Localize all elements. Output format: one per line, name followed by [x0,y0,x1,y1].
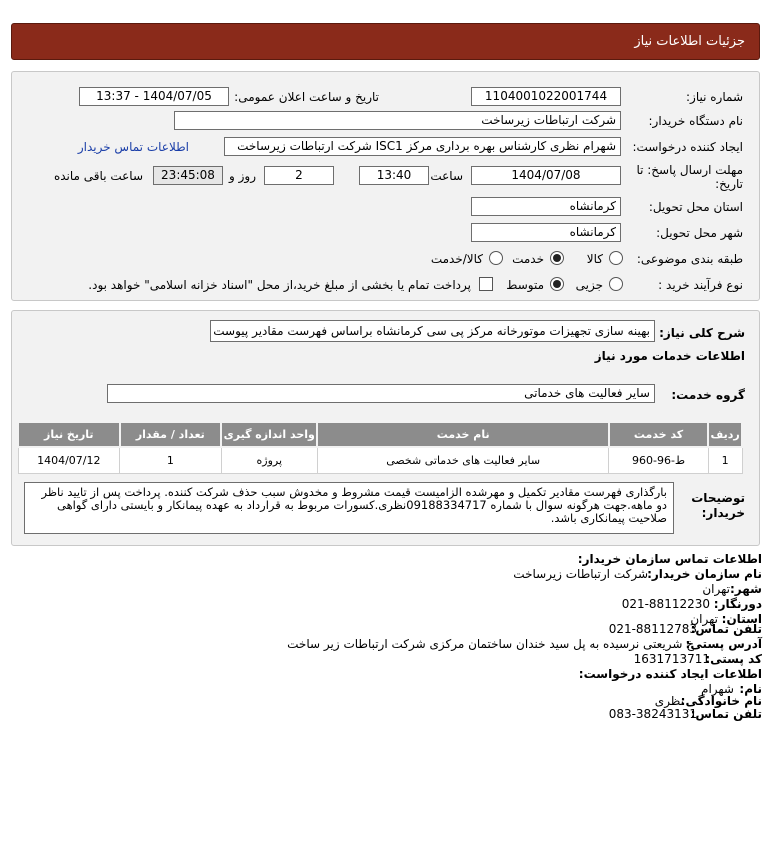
page-header [11,23,760,60]
time-label: ساعت [430,169,463,183]
province-label: استان محل تحویل: [648,200,743,214]
creator-family: نظری [654,694,684,708]
col-service-name: نام خدمت [317,422,608,447]
group-label: گروه خدمت: [671,388,745,402]
col-quantity: تعداد / مقدار [120,422,222,447]
days-field: 2 [264,166,334,185]
contact-postal-label: کد پستی: [705,652,762,666]
col-unit: واحد اندازه گیری [221,422,317,447]
table-header-row [18,422,742,447]
process-radio-minor[interactable] [609,277,623,291]
process-label: نوع فرآیند خرید : [658,278,743,292]
cell-unit: پروژه [221,447,317,473]
col-need-date: تاریخ نیاز [18,422,120,447]
group-field: سایر فعالیت های خدماتی [107,384,655,403]
province-field: کرمانشاه [471,197,621,216]
city-field: کرمانشاه [471,223,621,242]
category-radio-service[interactable] [550,251,564,265]
services-title: اطلاعات خدمات مورد نیاز [594,349,745,363]
contact-city-label: شهر: [730,582,762,596]
contact-fax: 021-88112230 [621,597,710,611]
contact-address-label: آدرس پستی: [685,637,762,651]
deadline-label: مهلت ارسال پاسخ: تا تاریخ: [636,163,743,191]
col-service-code: کد خدمت [609,422,708,447]
treasury-payment-checkbox[interactable] [479,277,493,291]
buyer-org-field: شرکت ارتباطات زیرساخت [174,111,621,130]
remaining-label: ساعت باقی مانده [53,169,143,183]
page-title: جزئیات اطلاعات نیاز [634,34,745,49]
creator-family-label: نام خانوادگی: [680,694,762,708]
contact-city: تهران [702,582,730,596]
cell-need-date: 1404/07/12 [18,447,120,473]
city-label: شهر محل تحویل: [656,226,743,240]
details-panel [11,71,760,301]
buyer-contact-link[interactable]: اطلاعات تماس خریدار [77,140,189,154]
deadline-date-field: 1404/07/08 [471,166,621,185]
contact-address: خ شریعتی نرسیده به پل سید خندان ساختمان مرکزی شرکت ارتباطات زیر ساخت [287,637,694,651]
services-table [17,421,743,474]
cell-service-name: سایر فعالیت های خدماتی شخصی [317,447,608,473]
requester-field: شهرام نظری کارشناس بهره برداری مرکز ISC1 شرکت ارتباطات زیرساخت [224,137,621,156]
summary-field: بهینه سازی تجهیزات موتورخانه مرکز پی سی کرمانشاه براساس فهرست مقادیر پیوست [210,320,655,342]
need-number-label: شماره نیاز: [686,90,743,104]
category-option-goods: کالا [586,252,603,266]
cell-service-code: ط-96-960 [609,447,708,473]
table-row [18,447,742,473]
contact-fax-label: دورنگار: [713,597,762,611]
contact-org-label: نام سازمان خریدار: [647,567,762,581]
contact-postal: 1631713711 [633,652,710,666]
requester-label: ایجاد کننده درخواست: [632,140,743,154]
contact-province: تهران [690,612,718,626]
announce-field: 1404/07/05 - 13:37 [79,87,229,106]
creator-name: شهرام [701,682,734,696]
process-option-minor: جزیی [575,278,603,292]
contact-title: اطلاعات تماس سازمان خریدار: [577,552,762,566]
contact-province-label: استان: [721,612,762,626]
buyer-notes-field: بارگذاری فهرست مقادیر تکمیل و مهرشده الزامیست قیمت مشروط و مخدوش سبب حذف شرکت کنندە. پرداخت پس از تایید ناظر دو ماهه.جهت هرگونه سوال با شماره 09188334717نظری.کسورات مربوط به قرارداد به عهده پیمانکار و بایستی دارای گواهی صلاحیت پیمانکاری باشد. [24,482,674,534]
remaining-time-field: 23:45:08 [153,166,223,185]
creator-phone: 083-38243131 [608,707,697,721]
contact-org: شرکت ارتباطات زیرساخت [513,567,648,581]
deadline-time-field: 13:40 [359,166,429,185]
col-row-number: ردیف [708,422,742,447]
creator-name-label: نام: [739,682,762,696]
creator-title: اطلاعات ایجاد کننده درخواست: [578,667,762,681]
process-radio-medium[interactable] [550,277,564,291]
cell-row-number: 1 [708,447,742,473]
buyer-notes-label: توضیحات خریدار: [691,491,745,520]
need-number-field: 1104001022001744 [471,87,621,106]
category-label: طبقه بندی موضوعی: [636,252,743,266]
cell-quantity: 1 [120,447,222,473]
days-label: روز و [229,169,256,183]
category-radio-goods[interactable] [609,251,623,265]
contact-phone: 021-88112783 [608,622,697,636]
creator-phone-label: تلفن تماس: [690,707,762,721]
process-option-medium: متوسط [506,278,544,292]
contact-phone-label: تلفن تماس: [690,622,762,636]
category-radio-both[interactable] [489,251,503,265]
announce-label: تاریخ و ساعت اعلان عمومی: [234,90,379,104]
category-option-both: کالا/خدمت [430,252,483,266]
summary-label: شرح کلی نیاز: [659,326,745,340]
payment-note: پرداخت تمام یا بخشی از مبلغ خرید،از محل "اسناد خزانه اسلامی" خواهد بود. [88,278,471,292]
buyer-org-label: نام دستگاه خریدار: [648,114,743,128]
category-option-service: خدمت [512,252,544,266]
